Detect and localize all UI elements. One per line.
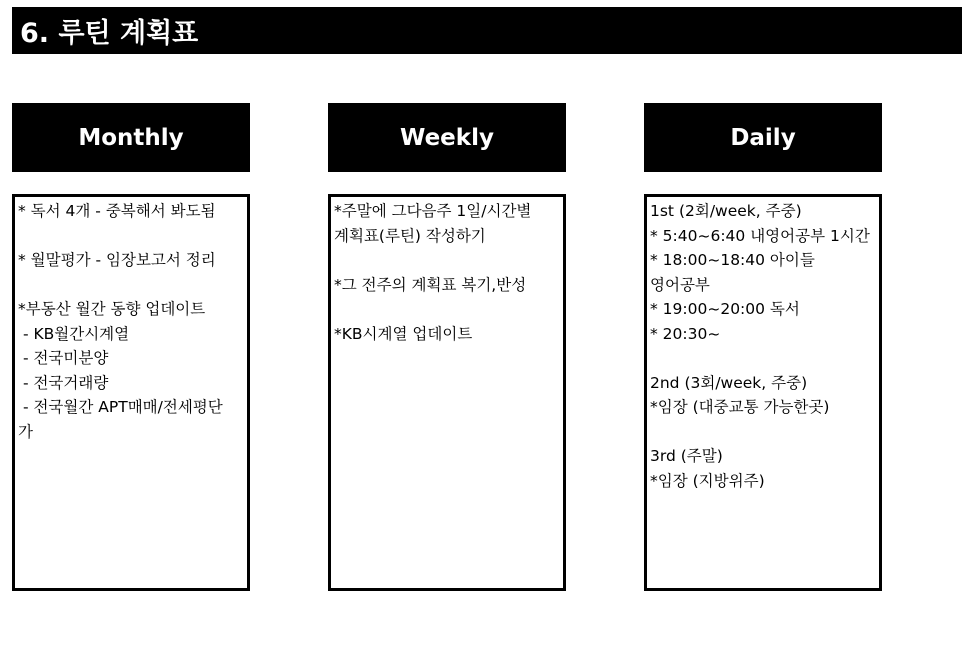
- routine-line: [650, 346, 877, 371]
- weekly-box: [328, 194, 566, 591]
- routine-line: - 전국월간 APT매매/전세평단: [18, 398, 223, 416]
- routine-line: *임장 (지방위주): [650, 471, 765, 490]
- routine-line: *그 전주의 계획표 복기,반성: [334, 275, 527, 294]
- routine-line: 가: [18, 422, 33, 441]
- routine-line: * 독서 4개 - 중복해서 봐도됨: [18, 202, 216, 220]
- monthly-box: [12, 194, 250, 591]
- page-title: 6. 루틴 계획표: [12, 7, 962, 54]
- routine-line: [18, 224, 245, 249]
- routine-line: * 월말평가 - 임장보고서 정리: [18, 251, 216, 269]
- routine-line: * 5:40~6:40 내영어공부 1시간: [650, 226, 870, 245]
- routine-line: - 전국거래량: [18, 373, 109, 392]
- daily-header: Daily: [644, 103, 882, 172]
- routine-line: [334, 297, 561, 322]
- routine-line: 계획표(루틴) 작성하기: [334, 226, 486, 245]
- routine-line: [650, 420, 877, 445]
- routine-line: [334, 248, 561, 273]
- routine-line: * 19:00~20:00 독서: [650, 300, 800, 318]
- routine-line: *KB시계열 업데이트: [334, 324, 473, 343]
- daily-box: [644, 194, 882, 591]
- routine-line: *임장 (대중교통 가능한곳): [650, 398, 830, 416]
- weekly-header: Weekly: [328, 103, 566, 172]
- monthly-header: Monthly: [12, 103, 250, 172]
- routine-line: *주말에 그다음주 1일/시간별: [334, 202, 532, 220]
- routine-line: - KB월간시계열: [18, 324, 130, 343]
- routine-line: *부동산 월간 동향 업데이트: [18, 300, 206, 318]
- routine-line: 1st (2회/week, 주중): [650, 202, 802, 220]
- routine-line: 3rd (주말): [650, 447, 723, 465]
- routine-line: [18, 273, 245, 298]
- routine-line: 2nd (3회/week, 주중): [650, 373, 808, 392]
- routine-line: * 18:00~18:40 아이들 영어공부: [650, 251, 820, 294]
- routine-line: - 전국미분양: [18, 349, 109, 367]
- routine-line: * 20:30~: [650, 324, 721, 343]
